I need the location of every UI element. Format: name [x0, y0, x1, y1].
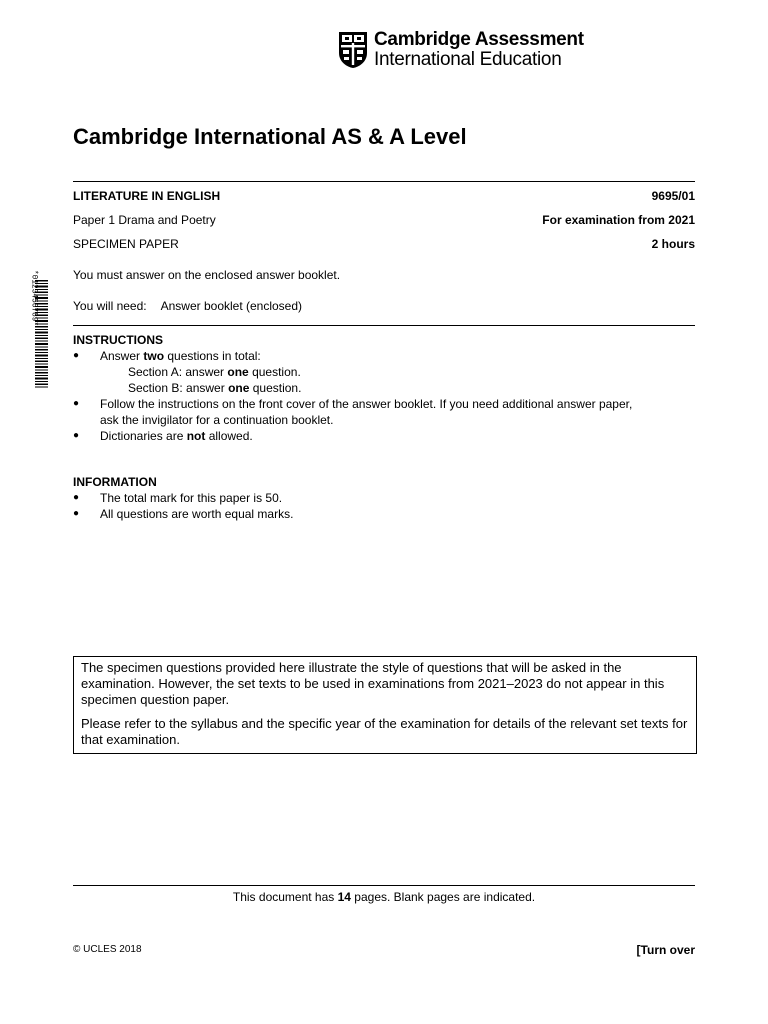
- section-a-rule: Section A: answer one question.: [128, 365, 301, 379]
- qualification-title: Cambridge International AS & A Level: [73, 124, 467, 149]
- exam-from: For examination from 2021: [542, 213, 695, 227]
- instructions-list: [73, 348, 695, 444]
- paper-type: SPECIMEN PAPER: [73, 237, 179, 251]
- information-list: [73, 490, 695, 522]
- paper-title: Paper 1 Drama and Poetry: [73, 213, 216, 227]
- bullet-icon: ●: [73, 398, 80, 409]
- bullet-icon: ●: [73, 350, 80, 361]
- subject: LITERATURE IN ENGLISH: [73, 189, 221, 203]
- paper-type-row: [73, 237, 695, 251]
- paper-title-row: [73, 213, 695, 227]
- bullet-icon: ●: [73, 430, 80, 441]
- notice-paragraph: The specimen questions provided here illustrate the style of questions that will be asked in the examination. However, the set texts to be used in examinations from 2021–2023 do not appear in this specimen question paper.: [81, 660, 665, 707]
- duration: 2 hours: [651, 237, 695, 251]
- org-name-line1: Cambridge Assessment: [374, 29, 584, 50]
- cambridge-logo: [338, 30, 584, 70]
- specimen-notice-box: [73, 656, 697, 754]
- answer-note: You must answer on the enclosed answer booklet.: [73, 268, 341, 282]
- paper-subject-row: [73, 189, 695, 203]
- need-value: Answer booklet (enclosed): [160, 299, 303, 313]
- list-item: ● The total mark for this paper is 50.: [73, 491, 283, 505]
- org-name-line2: International Education: [374, 49, 562, 70]
- divider: [73, 181, 695, 182]
- cambridge-crest-icon: [338, 31, 368, 69]
- need-row: [73, 299, 302, 313]
- information-heading: INFORMATION: [73, 475, 157, 489]
- list-item: ● Follow the instructions on the front cover of the answer booklet. If you need additional answer paper, ask the invigilator for a continuation booklet.: [73, 397, 633, 427]
- page-count-note: This document has 14 pages. Blank pages are indicated.: [232, 890, 536, 904]
- bullet-icon: ●: [73, 492, 80, 503]
- section-b-rule: Section B: answer one question.: [128, 381, 302, 395]
- divider: [73, 885, 695, 886]
- turn-over: [Turn over: [636, 943, 695, 957]
- list-item: ● Answer two questions in total:: [73, 349, 261, 363]
- need-label: You will need:: [73, 299, 147, 313]
- paper-code: 9695/01: [651, 189, 695, 203]
- instructions-heading: INSTRUCTIONS: [73, 333, 163, 347]
- barcode-text: *0123456789*: [29, 270, 38, 327]
- notice-paragraph: Please refer to the syllabus and the specific year of the examination for details of the relevant set texts for that examination.: [81, 716, 688, 747]
- divider: [73, 325, 695, 326]
- bullet-icon: ●: [73, 508, 80, 519]
- list-item: ● All questions are worth equal marks.: [73, 507, 294, 521]
- copyright: © UCLES 2018: [73, 944, 142, 955]
- list-item: ● Dictionaries are not allowed.: [73, 429, 253, 443]
- barcode: [28, 270, 48, 398]
